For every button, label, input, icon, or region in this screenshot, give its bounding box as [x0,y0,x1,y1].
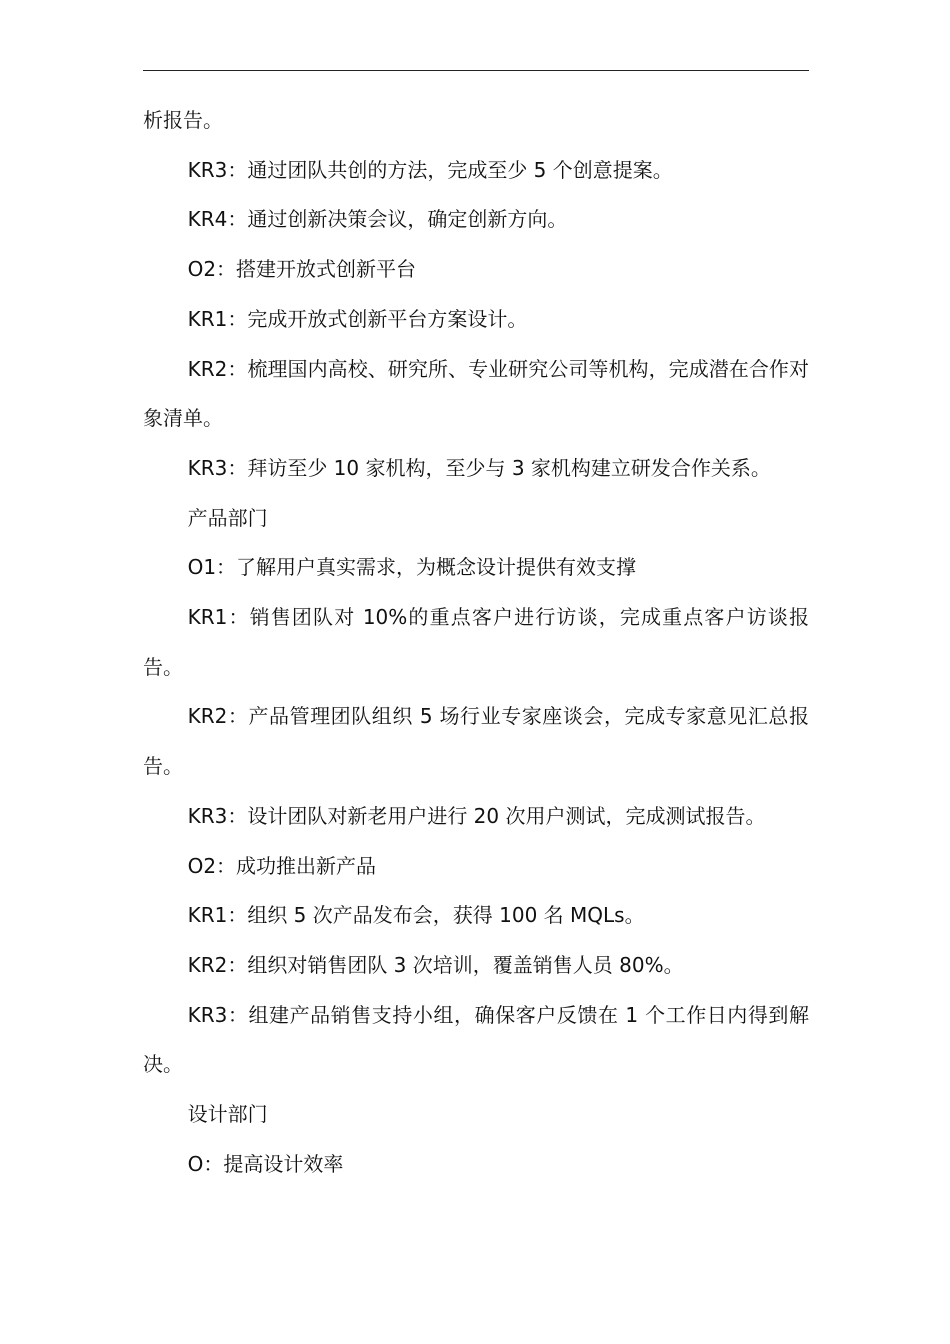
paragraph: 析报告。 [143,108,223,132]
paragraph: KR3：组建产品销售支持小组，确保客户反馈在 1 个工作日内得到解决。 [143,1002,809,1077]
paragraph: KR1：完成开放式创新平台方案设计。 [187,306,528,331]
document-body [143,96,809,1189]
paragraph: KR2：组织对销售团队 3 次培训，覆盖销售人员 80%。 [187,952,684,977]
paragraph: KR1：组织 5 次产品发布会，获得 100 名 MQLs。 [187,903,645,928]
paragraph: KR3：设计团队对新老用户进行 20 次用户测试，完成测试报告。 [187,803,766,828]
paragraph: KR3：拜访至少 10 家机构，至少与 3 家机构建立研发合作关系。 [187,455,771,480]
paragraph: O2：搭建开放式创新平台 [187,257,417,282]
paragraph: KR3：通过团队共创的方法，完成至少 5 个创意提案。 [187,157,673,182]
paragraph: O：提高设计效率 [187,1151,344,1176]
header-rule [143,70,809,71]
paragraph: KR2：产品管理团队组织 5 场行业专家座谈会，完成专家意见汇总报告。 [143,704,809,779]
paragraph: KR2：梳理国内高校、研究所、专业研究公司等机构，完成潜在合作对象清单。 [143,356,809,431]
paragraph: KR1：销售团队对 10%的重点客户进行访谈，完成重点客户访谈报告。 [143,605,809,679]
section-heading: 设计部门 [187,1102,268,1127]
section-heading: 产品部门 [187,505,268,530]
paragraph: O2：成功推出新产品 [187,853,377,878]
paragraph: O1：了解用户真实需求，为概念设计提供有效支撑 [187,555,637,580]
paragraph: KR4：通过创新决策会议，确定创新方向。 [187,207,568,232]
